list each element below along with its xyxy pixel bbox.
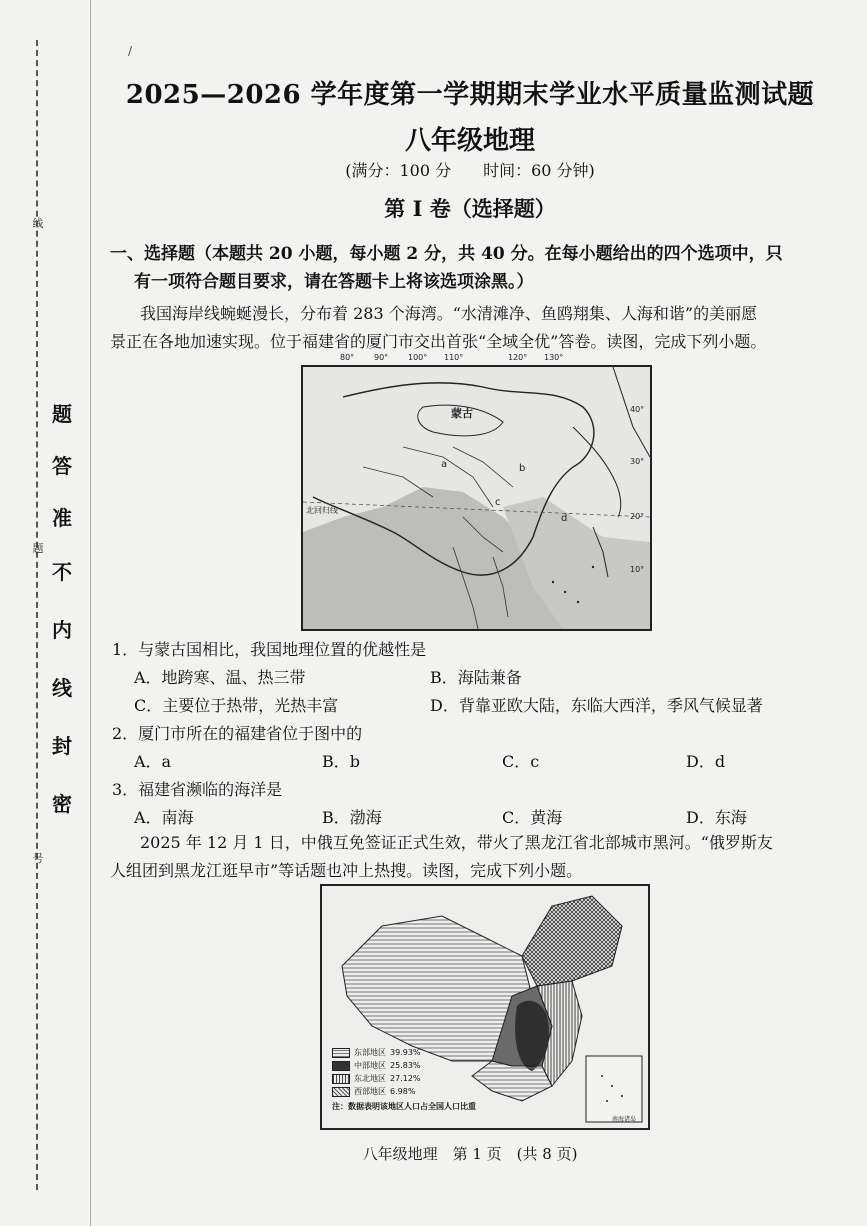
mongolia-label: 蒙古 (451, 407, 473, 420)
exam-meta: (满分：100 分 时间：60 分钟) (345, 161, 595, 180)
exam-subject: 八年级地理 (404, 126, 535, 156)
legend-swatch (332, 1061, 350, 1071)
lon-label: 90° (374, 353, 389, 362)
lat-label: 20° (630, 512, 645, 521)
east-asia-map-graphic (303, 367, 650, 629)
legend-row-northeast (332, 1072, 532, 1085)
seal-char: 答 (52, 454, 72, 478)
legend-label: 西部地区 (354, 1087, 386, 1096)
legend-label: 东北地区 (354, 1074, 386, 1083)
exam-title: 2025—2026 学年度第一学期期末学业水平质量监测试题 (125, 80, 815, 110)
question-3-option-a: A．南海 (134, 808, 194, 827)
lon-label: 80° (340, 353, 355, 362)
stray-mark: / (128, 44, 133, 58)
seal-char: 封 (52, 734, 72, 758)
question-1-option-a: A．地跨寒、温、热三带 (134, 668, 306, 687)
passage-2-line-2: 人组团到黑龙江逛早市”等话题也冲上热搜。读图，完成下列小题。 (110, 861, 583, 880)
legend-value: 6.98% (390, 1087, 416, 1096)
instructions-line-1: 一、选择题（本题共 20 小题，每小题 2 分，共 40 分。在每小题给出的四个选项中，只 (110, 244, 783, 264)
question-2-option-b: B．b (322, 752, 361, 771)
passage-2-line-1: 2025 年 12 月 1 日，中俄互免签证正式生效，带火了黑龙江省北部城市黑河。“俄罗斯友 (140, 833, 773, 852)
dashed-cut-line (36, 40, 38, 1190)
tropic-of-cancer-label: 北回归线 (306, 506, 338, 515)
side-label: 题 (32, 542, 44, 555)
legend-note: 注：数据表明该地区人口占全国人口比重 (332, 1102, 476, 1111)
page-footer: 八年级地理 第 1 页 (共 8 页) (362, 1145, 578, 1163)
lon-label: 130° (544, 353, 564, 362)
region-mark-a: a (441, 459, 448, 470)
seal-char: 准 (52, 506, 72, 530)
lon-label: 120° (508, 353, 528, 362)
seal-char-top: 线 (32, 217, 44, 230)
region-mark-c: c (495, 497, 501, 508)
legend-value: 25.83% (390, 1061, 421, 1070)
binding-margin (0, 0, 95, 1226)
margin-border-line (90, 0, 91, 1226)
seal-char: 题 (52, 402, 72, 426)
legend-value: 27.12% (390, 1074, 421, 1083)
seal-char: 内 (52, 618, 72, 642)
question-2-stem: 2．厦门市所在的福建省位于图中的 (112, 724, 363, 743)
seal-char: 不 (52, 560, 72, 584)
legend-swatch (332, 1074, 350, 1084)
passage-1-line-2: 景正在各地加速实现。位于福建省的厦门市交出首张“全域全优”答卷。读图，完成下列小题。 (110, 332, 767, 351)
legend-swatch (332, 1087, 350, 1097)
question-2-option-d: D．d (686, 752, 726, 771)
legend-value: 39.93% (390, 1048, 421, 1057)
legend-row-central (332, 1059, 532, 1072)
legend-row-west (332, 1085, 532, 1098)
instructions-line-2: 有一项符合题目要求，请在答题卡上将该选项涂黑。） (134, 272, 534, 292)
section-heading: 第 Ⅰ 卷（选择题） (384, 196, 556, 221)
question-3-option-b: B．渤海 (322, 808, 382, 827)
lat-label: 30° (630, 457, 645, 466)
question-1-option-d: D．背靠亚欧大陆，东临大西洋，季风气候显著 (430, 696, 763, 715)
question-3-option-d: D．东海 (686, 808, 747, 827)
side-label: 号 (32, 852, 44, 865)
south-china-sea-inset-label: 南海诸岛 (612, 1116, 637, 1123)
china-region-map (320, 884, 650, 1130)
question-3-stem: 3．福建省濒临的海洋是 (112, 780, 283, 799)
legend-label: 东部地区 (354, 1048, 386, 1057)
east-asia-map (301, 365, 652, 631)
lon-label: 100° (408, 353, 428, 362)
question-2-option-a: A．a (134, 752, 172, 771)
question-1-option-c: C．主要位于热带，光热丰富 (134, 696, 339, 715)
legend-row-east (332, 1046, 532, 1059)
region-mark-d: d (561, 513, 568, 524)
lon-label: 110° (444, 353, 464, 362)
region-mark-b: b (519, 463, 526, 474)
question-1-stem: 1．与蒙古国相比，我国地理位置的优越性是 (112, 640, 427, 659)
question-1-option-b: B．海陆兼备 (430, 668, 522, 687)
legend-swatch (332, 1048, 350, 1058)
legend-label: 中部地区 (354, 1061, 386, 1070)
question-3-option-c: C．黄海 (502, 808, 563, 827)
lat-label: 10° (630, 565, 645, 574)
seal-char: 密 (52, 792, 72, 816)
question-2-option-c: C．c (502, 752, 540, 771)
seal-char: 线 (52, 676, 72, 700)
lat-label: 40° (630, 405, 645, 414)
passage-1-line-1: 我国海岸线蜿蜒漫长，分布着 283 个海湾。“水清滩净、鱼鸥翔集、人海和谐”的美丽愿 (140, 304, 758, 323)
map-legend (332, 1046, 532, 1113)
